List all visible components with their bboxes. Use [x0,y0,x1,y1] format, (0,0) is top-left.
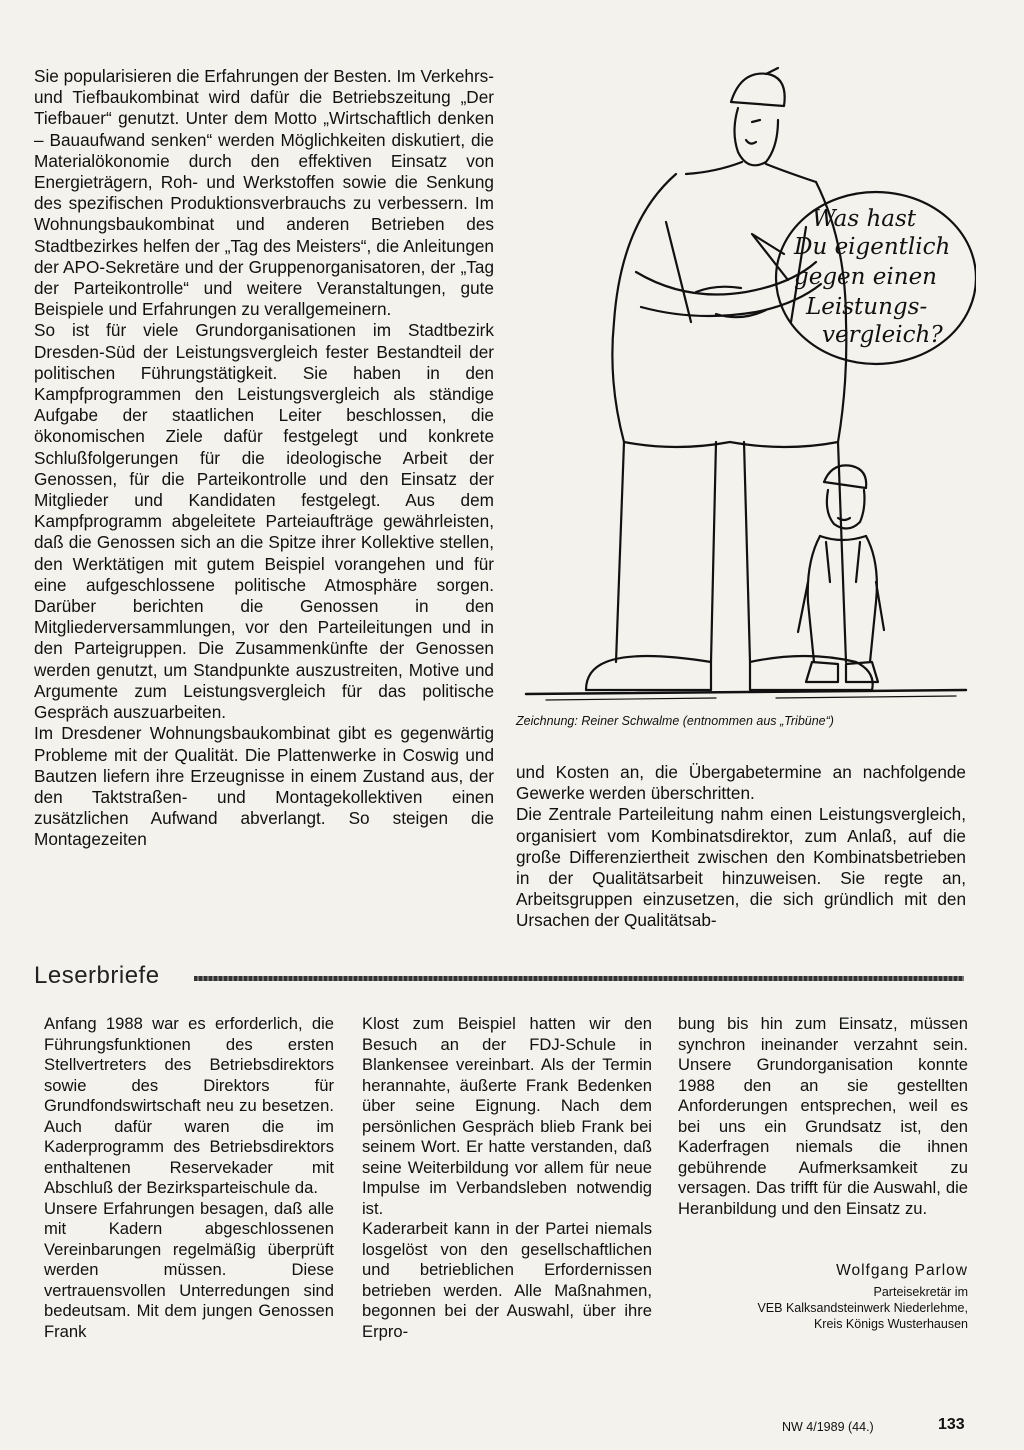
article-column-right [516,762,966,932]
letter-column-3 [678,1014,968,1219]
letter-paragraph: Unsere Erfahrungen besagen, daß alle mit Kadern abgeschlossenen Vereinbarungen regelmäßig überprüft werden müssen. Diese vertrauensvollen Unterredungen sind bedeutsam. Mit dem jungen Genossen Frank [44,1198,334,1341]
page-number: 133 [938,1416,965,1433]
letter-paragraph: Kaderarbeit kann in der Partei niemals losgelöst von den gesellschaftlichen und betrieblichen Erfordernissen betrieben werden. Alle Maßnahmen, begonnen bei der Auswahl, über ihre Erpro- [362,1219,652,1341]
speech-line: Du eigentlich [794,234,951,260]
article-paragraph: und Kosten an, die Übergabetermine an nachfolgende Gewerke werden überschritten. [516,762,966,804]
section-rule [194,976,964,981]
cartoon-drawing [516,22,976,712]
speech-line: gegen einen [794,264,937,290]
article-paragraph: Die Zentrale Parteileitung nahm einen Leistungsvergleich, organisiert vom Kombinatsdirektor, zum Anlaß, auf die große Differenziertheit zwischen den Kombinatsbetrieben in der Qualitätsarbeit hinzuweisen. Sie regte an, Arbeitsgruppen einzusetzen, die sich gründlich mit den Ursachen der Qualitätsab- [516,804,966,931]
letter-paragraph: Klost zum Beispiel hatten wir den Besuch an der FDJ-Schule in Blankensee vereinbart. Als der Termin herannahte, äußerte Frank Bedenken über seine Eignung. Nach dem persönlichen Gespräch blieb Frank bei seinem Wort. Er hatte verstanden, daß seine Weiterbildung vor allem für neue Impulse im Verbandsleben notwendig ist. [362,1014,652,1218]
section-title: Leserbriefe [34,962,160,989]
issue-label: NW 4/1989 (44.) [782,1420,874,1434]
author-name: Wolfgang Parlow [836,1262,968,1279]
speech-line: Was hast [812,206,917,232]
author-company: VEB Kalksandsteinwerk Niederlehme, [757,1301,968,1315]
article-paragraph: Sie popularisieren die Erfahrungen der Besten. Im Verkehrs- und Tiefbaukombinat wird dafür die Betriebszeitung „Der Tiefbauer“ genutzt. Unter dem Motto „Wirtschaftlich denken – Bauaufwand senken“ werden Möglichkeiten diskutiert, die Materialökonomie durch den effektiven Einsatz von Energieträgern, Roh- und Werkstoffen sowie die Senkung des spezifischen Produktionsverbrauchs zu verbessern. Im Wohnungsbaukombinat und anderen Betrieben des Stadtbezirkes helfen der „Tag des Meisters“, die Anleitungen der APO-Sekretäre und der Gruppenorganisatoren, der „Tag der Parteikontrolle“ und weitere Veranstaltungen, gute Beispiele und Erfahrungen zu verallgemeinern. [34,66,494,320]
article-column-left [34,66,494,851]
letter-column-1 [44,1014,334,1342]
speech-line: Leistungs- [806,294,928,320]
cartoon-illustration [516,22,976,712]
cartoon-caption: Zeichnung: Reiner Schwalme (entnommen aus „Tribüne“) [516,714,834,728]
section-header [34,962,966,996]
article-paragraph: So ist für viele Grundorganisationen im Stadtbezirk Dresden-Süd der Leistungsvergleich fester Bestandteil der politischen Führungstätigkeit. Sie haben in den Kampfprogrammen den Leistungsvergleich als ständige Aufgabe der staatlichen Leiter beschlossen, die ökonomischen Ziele dafür festgelegt und konkrete Schlußfolgerungen für die ideologische Arbeit der Genossen, für die Parteikontrolle und den Einsatz der Mitglieder und Kandidaten festgelegt. Aus dem Kampfprogramm abgeleitete Parteiaufträge gewährleisten, daß die Genossen sich an die Spitze ihrer Kollektive stellen, den Werktätigen mit gutem Beispiel vorangehen und für eine aufgeschlossene politische Atmosphäre sorgen. Darüber berichten die Genossen in den Mitgliederversammlungen, vor den Parteileitungen und in den Parteigruppen. Die Zusammenkünfte der Genossen werden genutzt, um Standpunkte auszustreiten, Motive und Argumente zum Leistungsvergleich für das politische Gespräch auszuarbeiten. [34,320,494,723]
letter-column-2 [362,1014,652,1342]
author-role: Parteisekretär im [873,1285,968,1299]
letter-paragraph: bung bis hin zum Einsatz, müssen synchron ineinander verzahnt sein. Unsere Grundorganisation konnte 1988 den an sie gestellten Anforderungen entsprechen, weil es bei uns ein Grundsatz ist, den Kaderfragen niemals die ihnen gebührende Aufmerksamkeit zu versagen. Das trifft für die Auswahl, die Heranbildung und den Einsatz zu. [678,1014,968,1218]
speech-line: vergleich? [822,322,943,348]
letter-signature [680,1262,968,1332]
article-paragraph: Im Dresdener Wohnungsbaukombinat gibt es gegenwärtig Probleme mit der Qualität. Die Plattenwerke in Coswig und Bautzen liefern ihre Erzeugnisse in einem Zustand aus, der den Taktstraßen- und Montagekollektiven einen zusätzlichen Aufwand abverlangt. So steigen die Montagezeiten [34,723,494,850]
author-location: Kreis Königs Wusterhausen [813,1317,968,1331]
letter-paragraph: Anfang 1988 war es erforderlich, die Führungsfunktionen des ersten Stellvertreters des Betriebsdirektors sowie des Direktors für Grundfondswirtschaft neu zu besetzen. Auch dafür waren die im Kaderprogramm des Betriebsdirektors enthaltenen Reservekader mit Abschluß der Bezirksparteischule da. [44,1014,334,1197]
